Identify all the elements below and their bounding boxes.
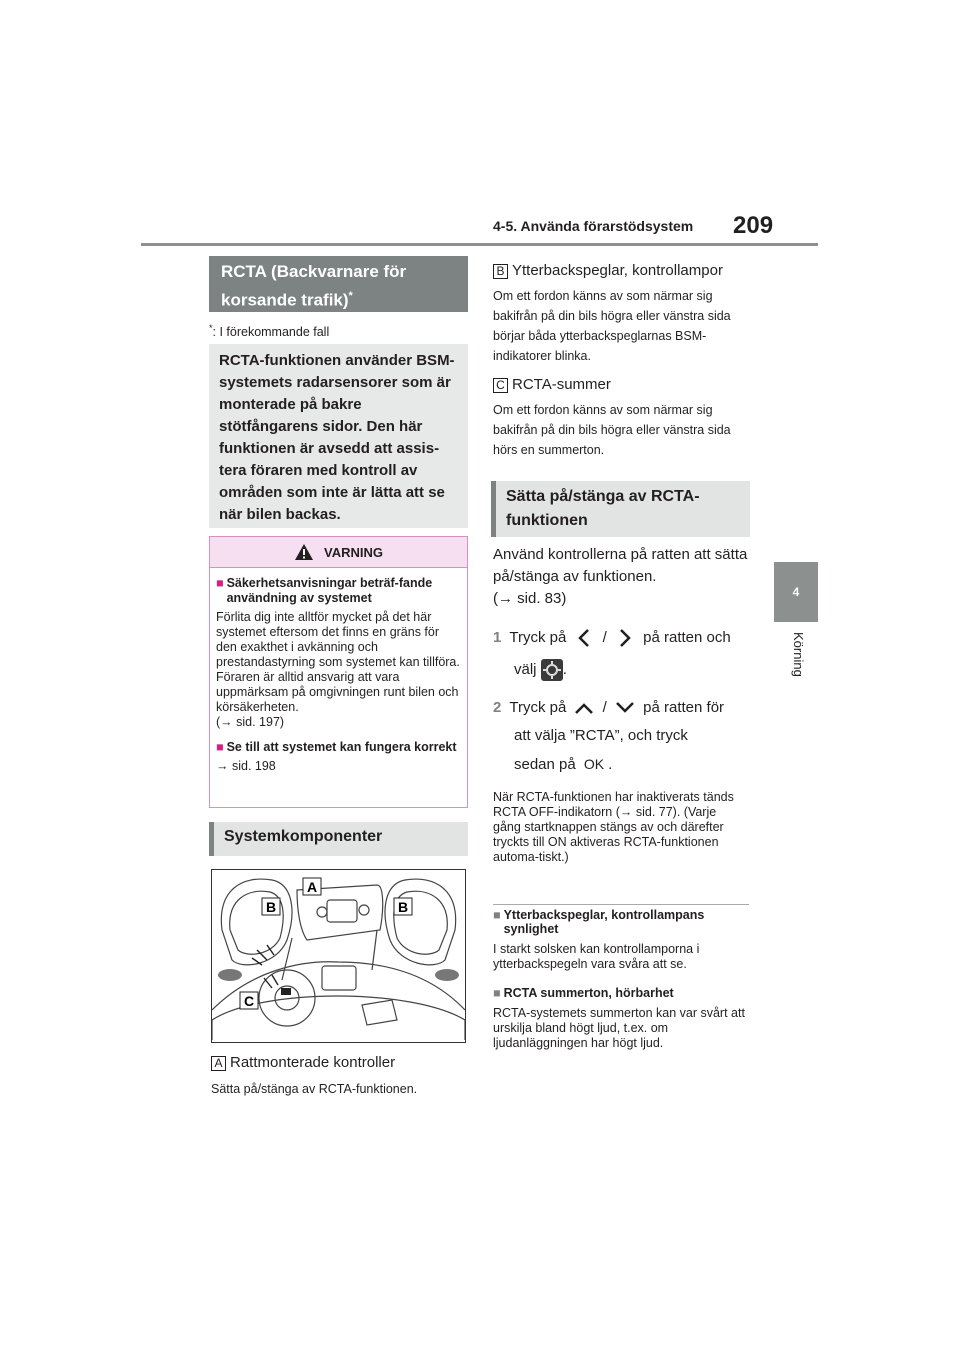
gear-icon: [541, 659, 563, 681]
chevron-down-icon: [615, 701, 635, 715]
warning-header: [210, 537, 467, 568]
chevron-up-icon: [574, 701, 594, 715]
onoff-intro: [493, 544, 749, 610]
ok-button-icon: OK: [583, 756, 605, 772]
step-2-line3: [493, 750, 751, 779]
step-1-text-b: på ratten och: [643, 629, 731, 646]
chapter-number: 4: [792, 585, 800, 599]
chapter-name: Körning: [791, 632, 806, 677]
main-title-line2: korsande trafik): [221, 290, 349, 310]
note-1-title: [493, 908, 749, 936]
onoff-intro-text: Använd kontrollerna på ratten att sätta på/stänga av funktionen.: [493, 546, 748, 585]
step-2-text-b: på ratten för: [643, 699, 725, 716]
step-2-end: .: [608, 756, 613, 773]
warning-item1-ref: (→ sid. 197): [216, 715, 285, 729]
step-2-number: 2: [493, 699, 502, 716]
warning-triangle-icon: [294, 543, 314, 561]
warning-item2-title-text: Se till att systemet kan fungera korrekt: [226, 740, 457, 754]
warning-box: [209, 536, 468, 808]
step-1: [493, 622, 751, 686]
item-a-caption: [211, 1054, 395, 1071]
item-c-caption-text: RCTA-summer: [512, 376, 611, 393]
step-1-end: .: [562, 661, 567, 678]
note-2-text: RCTA-systemets summerton kan var svårt att urskilja bland högt ljud, t.ex. om ljudanläggningen har högt ljud.: [493, 1006, 745, 1050]
onoff-title-line2: funktionen: [506, 512, 588, 529]
item-a-caption-text: Rattmonterade kontroller: [230, 1054, 396, 1071]
item-a-label: A: [211, 1056, 226, 1071]
onoff-ref: (→ sid. 83): [493, 590, 567, 607]
diagram-label-b-right: B: [397, 899, 409, 915]
item-c-label: C: [493, 378, 508, 393]
step-2-text-a: Tryck på: [509, 699, 567, 716]
item-b-label: B: [493, 264, 508, 279]
footnote-text: : I förekommande fall: [212, 325, 330, 340]
square-bullet-icon: ■: [216, 576, 224, 590]
section-title: 4-5. Använda förarstödsystem: [493, 218, 694, 234]
diagram-label-c: C: [243, 993, 255, 1009]
note-2: [493, 986, 749, 1051]
item-b-text: Om ett fordon känns av som närmar sig bakifrån på din bils högra eller vänstra sida börjar båda ytterbackspeglarnas BSM-indikatorer blinka.: [493, 289, 731, 363]
step-2-separator: /: [602, 699, 607, 716]
warning-item1-title: [216, 576, 461, 606]
diagram-label-b-left: B: [265, 899, 277, 915]
main-title-star: *: [348, 290, 353, 302]
onoff-title-line1: Sätta på/stänga av RCTA-: [506, 488, 700, 505]
step-2: [493, 694, 751, 779]
note-2-title: [493, 986, 749, 1000]
step-1-number: 1: [493, 629, 502, 646]
step-2-text-c: att välja ”RCTA”, och tryck: [514, 727, 688, 744]
footnote: [209, 323, 329, 339]
note-2-title-text: RCTA summerton, hörbarhet: [503, 986, 674, 1000]
chapter-tab: [774, 562, 818, 622]
square-bullet-icon: ■: [216, 740, 224, 754]
onoff-title: [491, 481, 750, 537]
note-1: [493, 908, 749, 972]
diagram-label-a: A: [306, 879, 318, 895]
item-c-caption: [493, 376, 611, 393]
main-title-line2-wrap: [221, 284, 456, 313]
warning-label: VARNING: [324, 544, 383, 560]
warning-item1-title-text: Säkerhetsanvisningar beträf-fande användning av systemet: [226, 576, 433, 605]
step-2-line1: [493, 694, 751, 722]
warning-item2-ref: → sid. 198: [216, 759, 276, 773]
components-title-text: Systemkomponenter: [224, 828, 383, 845]
warning-item1-text: Förlita dig inte alltför mycket på det här systemet eftersom det finns en gräns för den exakthet i avkänning och prestandastyrning som systemet kan tillföra. Föraren är alltid ansvarig att vara uppmärksam på omgivningen runt bilen och körsäkerheten.: [216, 610, 460, 714]
step-1-text-a: Tryck på: [509, 629, 567, 646]
step-1-separator: /: [602, 629, 607, 646]
step-1-text-c: välj: [514, 661, 537, 678]
warning-body: [210, 568, 467, 782]
components-title: [209, 822, 468, 856]
notes-divider: [493, 904, 749, 905]
step-1-line1: [493, 622, 751, 654]
chevron-left-icon: [576, 628, 592, 648]
deactivated-note: När RCTA-funktionen har inaktiverats tänds RCTA OFF-indikatorn (→ sid. 77). (Varje gång startknappen stängs av och därefter tryckts till ON aktiveras RCTA-funktionen automa-tiskt.): [493, 790, 734, 864]
header-divider: [141, 243, 818, 246]
components-diagram: [211, 869, 466, 1043]
page-number: 209: [733, 212, 774, 239]
item-b-caption-text: Ytterbackspeglar, kontrollampor: [512, 262, 723, 279]
warning-item2-title: [216, 740, 461, 755]
note-1-title-text: Ytterbackspeglar, kontrollampans synlighet: [503, 908, 705, 936]
main-title: [209, 256, 468, 312]
item-a-text: Sätta på/stänga av RCTA-funktionen.: [211, 1082, 418, 1096]
step-1-line2: [493, 654, 751, 686]
square-bullet-icon: ■: [493, 908, 501, 922]
step-2-text-d: sedan på: [514, 756, 576, 773]
square-bullet-icon: ■: [493, 986, 501, 1000]
item-b-caption: [493, 262, 723, 279]
item-c-text: Om ett fordon känns av som närmar sig bakifrån på din bils högra eller vänstra sida hörs en summerton.: [493, 403, 731, 457]
intro-box: RCTA-funktionen använder BSM-systemets radarsensorer som är monterade på bakre stötfångarens sidor. Den här funktionen är avsedd att assis-tera föraren med kontroll av områden som inte är lätta att se när bilen backas.: [209, 344, 468, 528]
main-title-line1: RCTA (Backvarnare för: [221, 262, 407, 281]
car-interior-illustration: [212, 870, 465, 1042]
note-1-text: I starkt solsken kan kontrollamporna i ytterbackspegeln vara svåra att se.: [493, 942, 700, 971]
chevron-right-icon: [617, 628, 633, 648]
footnote-star: *: [209, 323, 213, 333]
